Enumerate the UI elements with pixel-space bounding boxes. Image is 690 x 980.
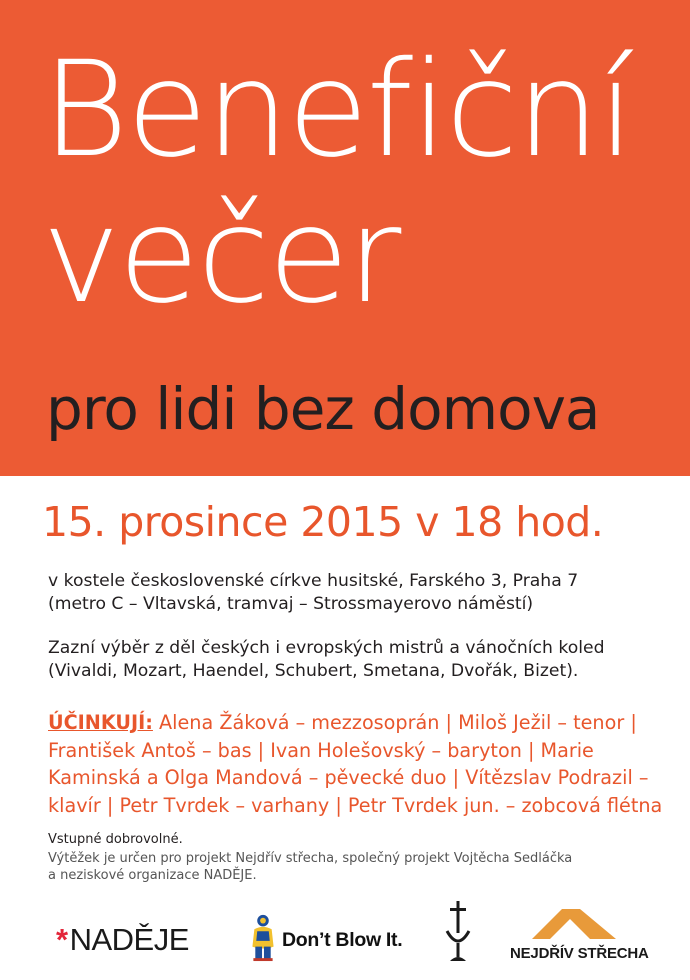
performers-label: ÚČINKUJÍ: (48, 711, 153, 734)
header-banner (0, 0, 690, 476)
title-line-1: Benefiční (42, 33, 633, 187)
entry-fee: Vstupné dobrovolné. (48, 832, 183, 847)
venue-info (48, 570, 578, 616)
subtitle: pro lidi bez domova (46, 375, 600, 443)
performers-line-4: klavír | Petr Tvrdek – varhany | Petr Tvrdek jun. – zobcová flétna (48, 793, 663, 817)
performers-text-1: Alena Žáková – mezzosoprán | Miloš Ježil – tenor | (159, 711, 637, 734)
dont-blow-it-figure-icon (247, 912, 279, 962)
venue-line-1: v kostele československé církve husitské, Farského 3, Praha 7 (48, 571, 579, 591)
note-line-2: a neziskové organizace NADĚJE. (48, 868, 257, 883)
roof-icon (532, 905, 616, 941)
title-line-2: večer (42, 179, 400, 333)
event-date: 15. prosince 2015 v 18 hod. (42, 498, 604, 546)
program-line-2: (Vivaldi, Mozart, Haendel, Schubert, Smetana, Dvořák, Bizet). (48, 661, 579, 681)
nejdriv-strecha-logo-text: NEJDŘÍV STŘECHA (510, 945, 649, 962)
nadeje-star-icon: * (56, 922, 68, 957)
proceeds-note (48, 850, 572, 884)
dont-blow-it-logo-text: Don’t Blow It. (282, 929, 403, 951)
chalice-cross-icon (445, 901, 471, 963)
performers (48, 709, 668, 819)
performers-line-2: František Antoš – bas | Ivan Holešovský – baryton | Marie (48, 738, 594, 762)
program-info (48, 637, 604, 683)
performers-line-1 (48, 709, 668, 737)
program-line-1: Zazní výběr z děl českých i evropských mistrů a vánočních koled (48, 638, 605, 658)
nadeje-logo (56, 922, 189, 958)
note-line-1: Výtěžek je určen pro projekt Nejdřív střecha, společný projekt Vojtěcha Sedláčka (48, 851, 573, 866)
venue-line-2: (metro C – Vltavská, tramvaj – Strossmayerovo náměstí) (48, 594, 534, 614)
performers-line-3: Kaminská a Olga Mandová – pěvecké duo | Vítězslav Podrazil – (48, 766, 649, 789)
nadeje-logo-text: NADĚJE (69, 922, 189, 957)
